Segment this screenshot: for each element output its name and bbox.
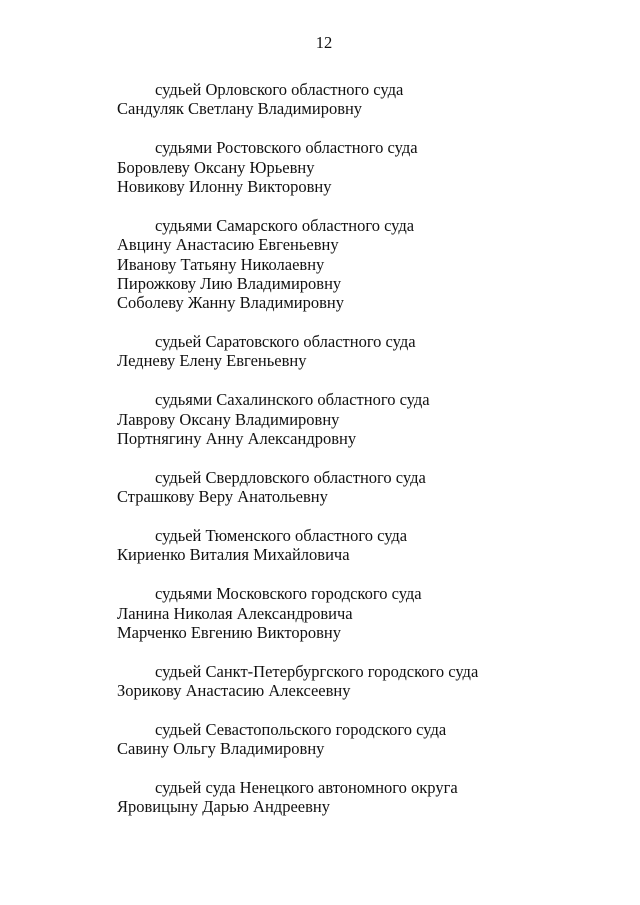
appointment-group-rostov bbox=[117, 138, 597, 196]
court-heading: судьями Ростовского областного суда bbox=[155, 138, 418, 158]
judge-name: Соболеву Жанну Владимировну bbox=[117, 293, 345, 313]
court-heading: судьей Орловского областного суда bbox=[155, 80, 404, 99]
judge-name: Ланина Николая Александровича bbox=[117, 603, 353, 623]
court-heading: судьей Севастопольского городского суда bbox=[155, 719, 447, 739]
appointment-group-saratov bbox=[117, 332, 597, 371]
appointment-group-orel bbox=[117, 80, 597, 119]
judge-name: Зорикову Анастасию Алексеевну bbox=[117, 681, 351, 701]
court-heading: судьей суда Ненецкого автономного округа bbox=[155, 778, 458, 798]
judge-name: Портнягину Анну Александровну bbox=[117, 429, 357, 449]
page-number: 12 bbox=[315, 33, 333, 52]
appointment-group-moscow-city bbox=[117, 584, 597, 642]
appointment-group-nenets bbox=[117, 778, 597, 817]
judge-name: Пирожкову Лию Владимировну bbox=[117, 273, 342, 293]
appointment-group-st-petersburg-city bbox=[117, 662, 597, 701]
court-heading: судьей Саратовского областного суда bbox=[155, 332, 416, 352]
judge-name: Яровицыну Дарью Андреевну bbox=[117, 797, 330, 817]
court-heading: судьями Сахалинского областного суда bbox=[155, 390, 430, 410]
judge-name: Авцину Анастасию Евгеньевну bbox=[117, 235, 339, 255]
court-heading: судьей Свердловского областного суда bbox=[155, 467, 426, 487]
court-heading: судьями Самарского областного суда bbox=[155, 215, 415, 235]
document-body bbox=[117, 80, 597, 836]
judge-name: Савину Ольгу Владимировну bbox=[117, 739, 325, 759]
judge-name: Ледневу Елену Евгеньевну bbox=[117, 351, 307, 371]
appointment-group-sevastopol-city bbox=[117, 720, 597, 759]
court-heading: судьями Московского городского суда bbox=[155, 584, 422, 604]
court-heading: судьей Тюменского областного суда bbox=[155, 525, 408, 545]
judge-name: Новикову Илонну Викторовну bbox=[117, 176, 332, 196]
appointment-group-sakhalin bbox=[117, 390, 597, 448]
appointment-group-tyumen bbox=[117, 526, 597, 565]
court-heading: судьей Санкт-Петербургского городского суда bbox=[155, 661, 479, 681]
judge-name: Боровлеву Оксану Юрьевну bbox=[117, 157, 315, 177]
judge-name: Марченко Евгению Викторовну bbox=[117, 622, 341, 642]
judge-name: Лаврову Оксану Владимировну bbox=[117, 409, 340, 429]
judge-name: Страшкову Веру Анатольевну bbox=[117, 487, 328, 507]
judge-name: Кириенко Виталия Михайловича bbox=[117, 545, 350, 565]
appointment-group-sverdlovsk bbox=[117, 468, 597, 507]
appointment-group-samara bbox=[117, 216, 597, 313]
judge-name: Иванову Татьяну Николаевну bbox=[117, 254, 325, 274]
judge-name: Сандуляк Светлану Владимировну bbox=[117, 99, 363, 119]
